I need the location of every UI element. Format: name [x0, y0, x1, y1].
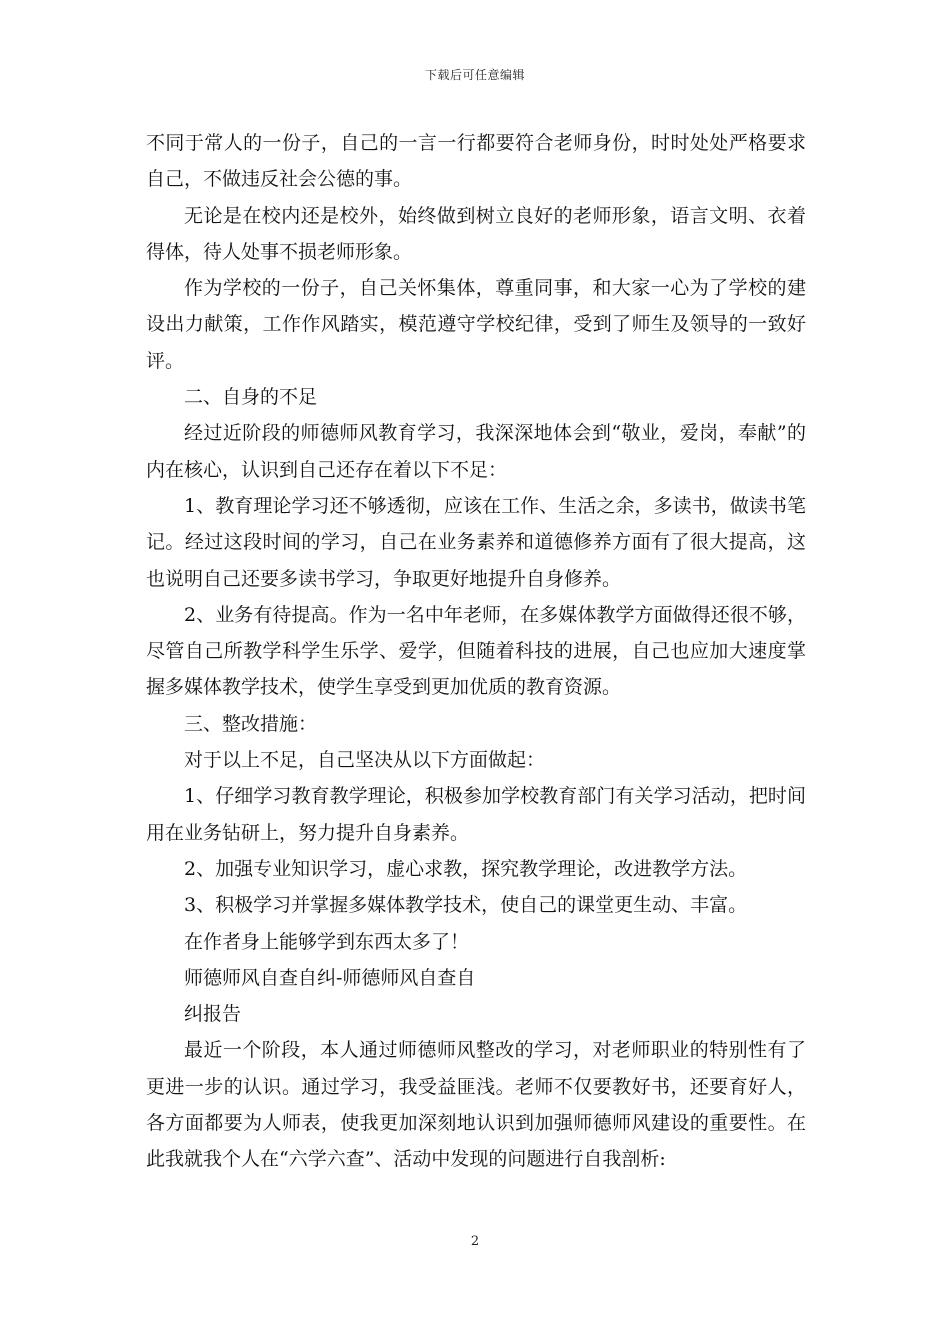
section-heading: 二、自身的不足 — [184, 386, 318, 409]
paragraph: 作为学校的一份子，自己关怀集体，尊重同事，和大家一心为了学校的建设出力献策，工作作风踏实，模范遵守学校纪律，受到了师生及领导的一致好评。 — [146, 277, 806, 372]
list-item: 2、加强专业知识学习，虚心求教，探究教学理论，改进教学方法。 — [184, 857, 748, 880]
page-number: 2 — [470, 1234, 480, 1249]
paragraph: 不同于常人的一份子，自己的一言一行都要符合老师身份，时时处处严格要求自己，不做违反社会公德的事。 — [146, 132, 806, 191]
paragraph: 在作者身上能够学到东西太多了！ — [184, 930, 470, 953]
paragraph: 经过近阶段的师德师风教育学习，我深深地体会到“敬业，爱岗，奉献”的内在核心，认识到自己还存在着以下不足： — [146, 422, 806, 481]
document-body — [146, 125, 806, 1178]
list-item: 1、教育理论学习还不够透彻，应该在工作、生活之余，多读书，做读书笔记。经过这段时间的学习，自己在业务素养和道德修养方面有了很大提高，这也说明自己还要多读书学习，争取更好地提升自身修养。 — [146, 494, 806, 590]
list-item: 1、仔细学习教育教学理论，积极参加学校教育部门有关学习活动，把时间用在业务钻研上，努力提升自身素养。 — [146, 785, 806, 844]
list-item: 2、业务有待提高。作为一名中年老师，在多媒体教学方面做得还很不够，尽管自己所教学科学生乐学、爱学，但随着科技的进展，自己也应加大速度掌握多媒体教学技术，使学生享受到更加优质的教育资源。 — [146, 603, 806, 699]
paragraph: 对于以上不足，自己坚决从以下方面做起： — [184, 749, 546, 772]
list-item: 3、积极学习并掌握多媒体教学技术，使自己的课堂更生动、丰富。 — [184, 894, 748, 917]
section-heading: 三、整改措施： — [184, 712, 318, 735]
page-header: 下载后可任意编辑 — [424, 68, 525, 82]
article-title: 纠报告 — [184, 1003, 242, 1026]
article-title: 师德师风自查自纠-师德师风自查自 — [184, 966, 476, 989]
paragraph: 最近一个阶段，本人通过师德师风整改的学习，对老师职业的特别性有了更进一步的认识。通过学习，我受益匪浅。老师不仅要教好书，还要育好人，各方面都要为人师表，使我更加深刻地认识到加强师德师风建设的重要性。在此我就我个人在“六学六查”、活动中发现的问题进行自我剖析: — [146, 1039, 806, 1171]
paragraph: 无论是在校内还是校外，始终做到树立良好的老师形象，语言文明、衣着得体，待人处事不损老师形象。 — [146, 204, 806, 263]
